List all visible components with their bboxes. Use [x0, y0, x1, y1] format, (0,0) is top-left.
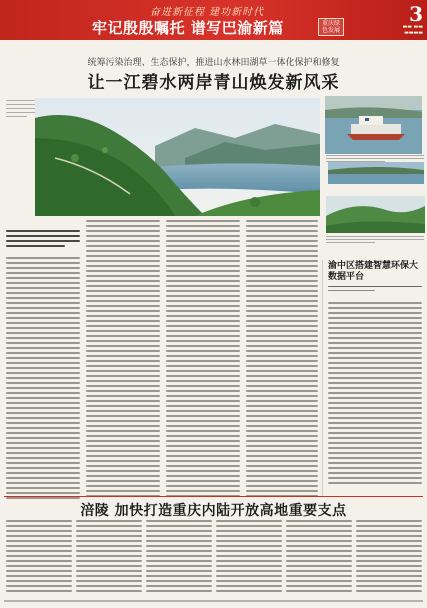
riverbank-illustration: [328, 162, 424, 184]
second-body-column-6: [356, 520, 422, 596]
boat-photo-illustration: [325, 96, 422, 154]
banner-right-block: [403, 4, 424, 36]
sidebar-headline: 渝中区搭建智慧环保大数据平台: [328, 261, 419, 282]
page-banner: [0, 0, 427, 40]
photo-caption-right3: [326, 236, 424, 243]
photo-river-bank: [328, 162, 424, 184]
lead-body-column-4: [246, 220, 318, 496]
photo-boat-cleanup: [325, 96, 422, 154]
banner-slogan: 奋进新征程 建功新时代: [150, 7, 265, 18]
page-footer-info: [4, 598, 423, 604]
lead-headline: 让一江碧水两岸青山焕发新风采: [87, 73, 340, 93]
second-body-column-4: [216, 520, 282, 596]
hero-photo-river-valley: [35, 98, 320, 216]
page-number: 3: [409, 2, 423, 26]
section-divider: [4, 496, 423, 497]
second-body-column-1: [6, 520, 72, 596]
lead-body-column-1: [6, 230, 80, 500]
landscape-illustration: [35, 98, 320, 216]
masthead-info-lines: ▬▬ ▬▬ ▬▬▬▬: [402, 24, 423, 36]
second-story-headline: 涪陵 加快打造重庆内陆开放高地重要支点: [80, 503, 347, 519]
photo-caption-right1: [326, 155, 424, 162]
lead-subhead: 统筹污染治理、生态保护，推进山水林田湖草一体化保护和修复: [87, 58, 340, 68]
photo-green-hills: [326, 196, 425, 233]
banner-title: 牢记殷殷嘱托 谱写巴渝新篇: [92, 19, 284, 37]
second-body-column-2: [76, 520, 142, 596]
sidebar-body-column: [328, 302, 422, 492]
second-body-column-5: [286, 520, 352, 596]
caption-lines: [6, 100, 36, 120]
banner-tag: 重庆绿色发展: [318, 18, 344, 36]
lead-body-column-3: [166, 220, 240, 496]
photo-caption-left: [6, 100, 36, 120]
second-body-column-3: [146, 520, 212, 596]
hills-illustration: [326, 196, 425, 233]
lead-body-column-2: [86, 220, 160, 496]
